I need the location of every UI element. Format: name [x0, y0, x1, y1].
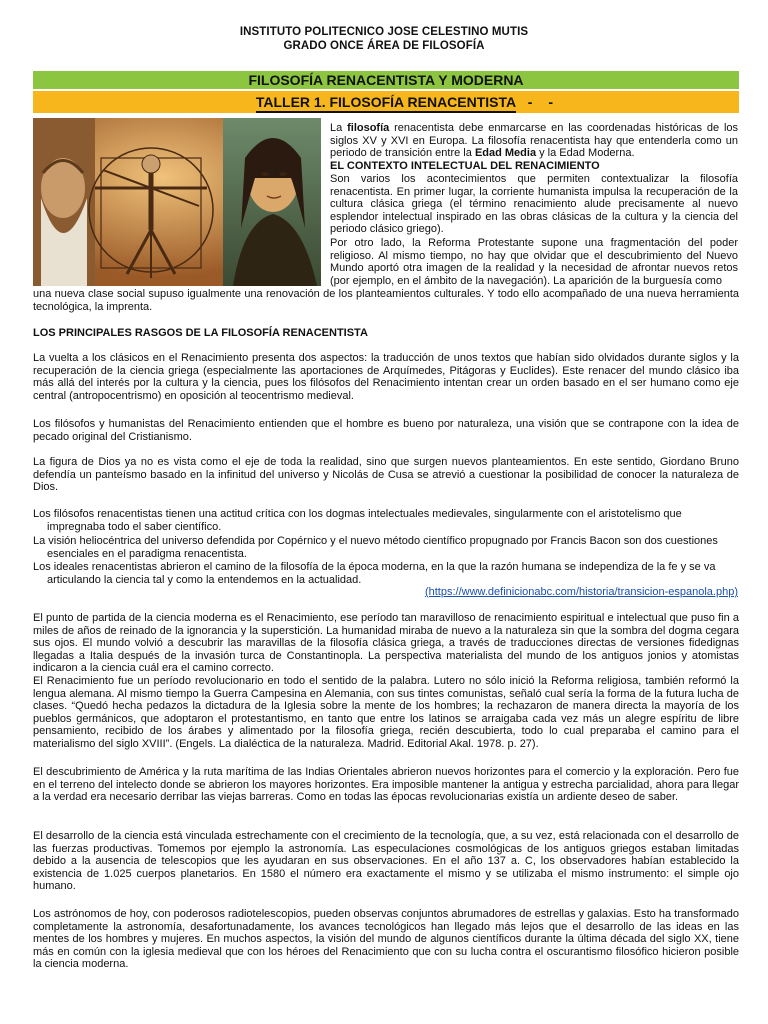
source-link[interactable]: [425, 586, 738, 598]
intro-bold-filosofia: filosofía: [347, 122, 390, 134]
institution-name: INSTITUTO POLITECNICO JOSE CELESTINO MUTIS: [239, 26, 529, 38]
context-paragraph-2-continued: una nueva clase social supuso igualmente una renovación de los planteamientos culturales. Y todo ello acompañado de una nueva herramienta tecnológica, la imprenta.: [33, 288, 739, 313]
paragraph-starting-point: El punto de partida de la ciencia moderna es el Renacimiento, ese período tan maravilloso de renacimiento espiritual e intelectual que puso fin a miles de años de reinado de la ignorancia y la superstición. La humanidad miraba de nuevo a la naturaleza sin que la sombra del dogma cegara sus ojos. El mundo volvió a descubrir las maravillas de la filosofía clásica griega, a través de traducciones directas de versiones fidedignas llegadas a Italia después de la invasión turca de Constantinopla. La perspectiva materialista del mundo de los antiguos jonios y atomistas indicaron a la ciencia cuál era el camino correcto.: [33, 612, 739, 675]
paragraph-astronomers: Los astrónomos de hoy, con poderosos radiotelescopios, pueden observas conjuntos abrumadores de estrellas y galaxias. Esto ha transformado completamente la astronomía, desafortunadamente, los avances tecnológicos han llegado más lejos que el desarrollo de las ideas en las mentes de los hombres y mujeres. En muchos aspectos, la visión del mundo de algunos científicos durante la última década del siglo XX, tiene más en común con la iglesia medieval que con los héroes del Renacimiento que con su lucha contra el oscurantismo filosófico hicieron posible la ciencia moderna.: [33, 908, 739, 971]
intro-bold-edad-media: Edad Media: [474, 147, 537, 160]
course-name: GRADO ONCE ÁREA DE FILOSOFÍA: [283, 40, 485, 52]
title-band: [33, 71, 739, 89]
intro-paragraph: [330, 122, 738, 160]
critical-line-2: impregnaba todo el saber científico.: [47, 520, 222, 533]
context-paragraph-1: Son varios los acontecimientos que permiten contextualizar la filosofía renacentista. En primer lugar, la corriente humanista impulsa la recuperación de la cultura clásica griega (el término renacimiento alude precisamente al nuevo esplendor intelectual inspirado en las obras clásicas de la cultura y la ciencia del periodo clásico griego).: [330, 173, 738, 236]
context-paragraph-2: Por otro lado, la Reforma Protestante supone una fragmentación del poder religioso. Al mismo tiempo, no hay que olvidar que el descubrimiento del Nuevo Mundo aportó otra imagen de la realidad y la necesidad de afrontar nuevos retos (por ejemplo, en el ámbito de la navegación). La aparición de la burguesía como: [330, 237, 738, 287]
paragraph-technology: El desarrollo de la ciencia está vinculada estrechamente con el crecimiento de la tecnología, que, a su vez, está relacionada con el desarrollo de las fuerzas productivas. Tomemos por ejemplo la astronomía. Las especulaciones cosmológicas de los antiguos griegos estaban limitadas debido a la ausencia de telescopios que les ayudaran en sus observaciones. En el año 137 a. C, los observadores habían establecido la existencia de 1.025 cuerpos planetarios. En 1580 el número era exactamente el mismo y se utilizaba el mismo instrumento: el simple ojo humano.: [33, 830, 739, 893]
paragraph-ideals: [33, 561, 739, 586]
ideals-line-2: articulando la ciencia tal y como la entendemos en la actualidad.: [47, 573, 362, 586]
paragraph-humanists: Los filósofos y humanistas del Renacimiento entienden que el hombre es bueno por naturaleza, una visión que se contrapone con la idea de pecado original del Cristianismo.: [33, 418, 739, 443]
intro-text-3: y la Edad Moderna.: [536, 147, 635, 160]
paragraph-critical-attitude: [33, 508, 739, 533]
document-subtitle: TALLER 1. FILOSOFÍA RENACENTISTA: [256, 93, 516, 113]
paragraph-heliocentric: [33, 535, 739, 560]
context-subheading: EL CONTEXTO INTELECTUAL DEL RENACIMIENTO: [330, 160, 600, 172]
collage-illustration: [33, 118, 321, 286]
paragraph-revolutionary: El Renacimiento fue un período revolucionario en todo el sentido de la palabra. Lutero no sólo inició la Reforma religiosa, también reformó la lengua alemana. Al mismo tiempo la Guerra Campesina en Alemania, con sus tintes comunistas, señaló cual sería la forma de la futura lucha de clases. “Quedó hecha pedazos la dictadura de la Iglesia sobre la mente de los hombres; la rechazaron de manera directa la mayoría de los pueblos germánicos, que adoptaron el protestantismo, en tanto que entre los latinos se arraigaba cada vez más un alegre espíritu de libre pensamiento, recibido de los árabes y alimentado por la filosofía griega, recién descubierta, todo lo cual preparaba el camino para el materialismo del siglo XVIII”. (Engels. La dialéctica de la naturaleza. Madrid. Editorial Akal. 1978. p. 27).: [33, 675, 739, 750]
ideals-line-1: Los ideales renacentistas abrieron el camino de la filosofía de la época moderna, en la que la razón humana se independiza de la fe y se va: [33, 561, 716, 573]
heliocentric-line-2: esenciales en el paradigma renacentista.: [47, 547, 247, 560]
paragraph-god: La figura de Dios ya no es vista como el eje de toda la realidad, sino que surgen nuevos planteamientos. En este sentido, Giordano Bruno defendía un panteísmo basado en la infinitud del universo y Nicolás de Cusa se atrevió a cuestionar la posibilidad de conocer la naturaleza de Dios.: [33, 456, 739, 494]
paragraph-classics: La vuelta a los clásicos en el Renacimiento presenta dos aspectos: la traducción de unos textos que habían sido olvidados durante siglos y la recuperación de la ciencia griega (especialmente las aportaciones de Arquímedes, Pitágoras y Euclides). Este renacer del mundo clásico iba más allá del interés por la cultura y la ciencia, pues los filósofos del Renacimiento intentan crear un orden basado en el ser humano como eje central (antropocentrismo) en oposición al teocentrismo medieval.: [33, 352, 739, 402]
source-link-anchor[interactable]: (https://www.definicionabc.com/historia/transicion-espanola.php): [424, 586, 738, 598]
critical-line-1: Los filósofos renacentistas tienen una actitud crítica con los dogmas intelectuales medievales, singularmente con el aristotelismo que: [33, 508, 682, 520]
document-title: FILOSOFÍA RENACENTISTA Y MODERNA: [248, 72, 524, 88]
heliocentric-line-1: La visión heliocéntrica del universo defendida por Copérnico y el nuevo método científico propugnado por Francis Bacon son dos cuestiones: [33, 535, 718, 547]
subtitle-marks: - -: [527, 94, 559, 110]
intro-text-2: renacentista debe enmarcarse en las coordenadas históricas de los siglos XV y XVI en Europa. La filosofía renacentista hay que entenderla como un periodo de transición entre la: [330, 122, 739, 160]
section-heading: LOS PRINCIPALES RASGOS DE LA FILOSOFÍA RENACENTISTA: [33, 327, 368, 339]
subtitle-band: [33, 91, 739, 113]
paragraph-discovery: El descubrimiento de América y la ruta marítima de las Indias Orientales abrieron nuevos horizontes para el comercio y la exploración. Pero fue en el terreno del intelecto donde se abrieron los mayores horizontes. Era imposible mantener la antigua y estrecha parcialidad, ahora para llegar a la verdad era necesario derribar las viejas barreras. Como en todas las épocas revolucionarias existía un ardiente deseo de saber.: [33, 766, 739, 804]
intro-text-1: La: [330, 122, 348, 134]
renaissance-collage-image: [33, 118, 321, 286]
